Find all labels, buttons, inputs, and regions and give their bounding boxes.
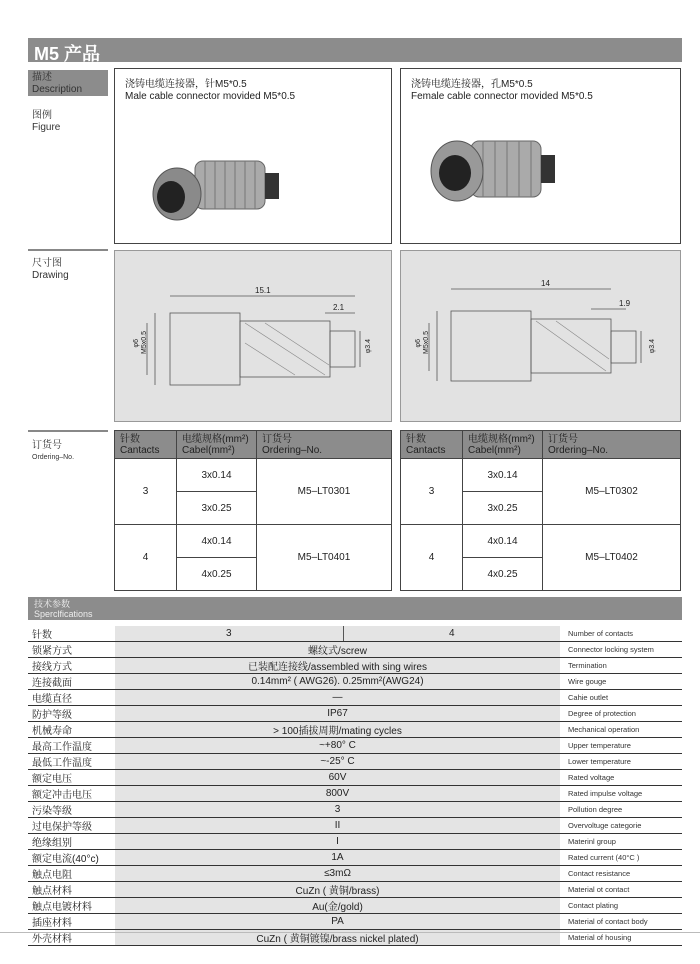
table-row <box>115 525 392 558</box>
col-cable-cn: 电缆规格(mm²) <box>182 433 249 445</box>
description-label <box>28 70 108 96</box>
col-contacts <box>115 431 177 459</box>
spec-name-cn: 最高工作温度 <box>28 738 115 754</box>
spec-value: 已装配连接线/assembled with sing wires <box>115 658 560 674</box>
spec-row <box>28 674 682 690</box>
spec-name-en: Connector locking system <box>560 642 682 658</box>
divider <box>28 249 108 251</box>
spec-name-cn: 最低工作温度 <box>28 754 115 770</box>
part-number-cell: M5–LT0302 <box>543 459 681 525</box>
table-row <box>401 459 681 492</box>
col-order <box>257 431 392 459</box>
spec-name-cn: 锁紧方式 <box>28 642 115 658</box>
female-connector-photo <box>421 129 571 229</box>
spec-name-cn: 针数 <box>28 626 115 642</box>
spec-row <box>28 722 682 738</box>
spec-name-en: Material ot contact <box>560 882 682 898</box>
dim-length: 14 <box>541 279 550 288</box>
spec-row <box>28 914 682 930</box>
spec-name-cn: 防护等级 <box>28 706 115 722</box>
spec-name-cn: 连接截面 <box>28 674 115 690</box>
ordering-label-cn: 订货号 <box>32 440 62 451</box>
part-number-cell: M5–LT0401 <box>257 525 392 591</box>
figure-label <box>28 110 108 134</box>
contacts-cell: 4 <box>401 525 463 591</box>
spec-name-cn: 额定电流(40°c) <box>28 850 115 866</box>
spec-row <box>28 802 682 818</box>
col-order <box>543 431 681 459</box>
dim-diameter: φ6 <box>415 339 422 348</box>
male-connector-photo <box>135 139 285 239</box>
spec-name-en: Rated current (40°C ) <box>560 850 682 866</box>
spec-row <box>28 690 682 706</box>
spec-name-en: Lower temperature <box>560 754 682 770</box>
spec-header-cn: 技术参数 <box>34 599 71 609</box>
spec-value: PA <box>115 914 560 930</box>
spec-row <box>28 770 682 786</box>
spec-row <box>28 754 682 770</box>
dim-thread: M5x0.5 <box>141 331 148 354</box>
page-bottom-line <box>0 932 700 933</box>
spec-value: 螺纹式/screw <box>115 642 560 658</box>
spec-value: CuZn ( 黄铜/brass) <box>115 882 560 898</box>
description-label-cn: 描述 <box>32 72 52 83</box>
cable-cell: 4x0.25 <box>177 558 257 591</box>
page-title: M5 产品 <box>28 38 682 62</box>
product-desc-cn: 浇铸电缆连接器，孔M5*0.5 <box>411 79 533 90</box>
spec-name-cn: 触点电阻 <box>28 866 115 882</box>
spec-value: Au(金/gold) <box>115 898 560 914</box>
spec-name-cn: 额定冲击电压 <box>28 786 115 802</box>
spec-name-cn: 电缆直径 <box>28 690 115 706</box>
dim-cable: φ3.4 <box>365 339 372 354</box>
table-row <box>115 459 392 492</box>
spec-name-cn: 外壳材料 <box>28 930 115 946</box>
col-cable-cn: 电缆规格(mm²) <box>468 433 535 445</box>
spec-row <box>28 642 682 658</box>
spec-value: I <box>115 834 560 850</box>
description-label-en: Description <box>32 84 83 95</box>
spec-row <box>28 850 682 866</box>
drawing-female <box>400 250 681 422</box>
spec-header-en: Sperclfications <box>34 609 93 619</box>
contacts-cell: 3 <box>401 459 463 525</box>
female-dimension-drawing <box>401 251 682 423</box>
col-cable-en: Cabel(mm²) <box>182 444 235 456</box>
col-order-en: Ordering–No. <box>262 444 323 456</box>
figure-label-cn: 图例 <box>32 110 52 121</box>
spec-row <box>28 706 682 722</box>
product-figure-female <box>400 68 681 244</box>
ordering-table-male <box>114 430 392 591</box>
dim-tail: 1.9 <box>619 299 631 308</box>
product-figure-male <box>114 68 392 244</box>
spec-value: CuZn ( 黄铜镀镍/brass nickel plated) <box>115 930 560 946</box>
contacts-cell: 4 <box>115 525 177 591</box>
spec-name-en: Wire gouge <box>560 674 682 690</box>
spec-row <box>28 786 682 802</box>
spec-row <box>28 882 682 898</box>
specifications-table <box>28 626 682 946</box>
spec-name-en: Material of housing <box>560 930 682 946</box>
male-dimension-drawing <box>115 251 393 423</box>
spec-name-en: Contact plating <box>560 898 682 914</box>
spec-name-cn: 接线方式 <box>28 658 115 674</box>
spec-value: II <box>115 818 560 834</box>
ordering-table-female <box>400 430 681 591</box>
spec-value: 3 <box>115 802 560 818</box>
spec-name-cn: 绝缘组别 <box>28 834 115 850</box>
spec-name-cn: 过电保护等级 <box>28 818 115 834</box>
spec-name-en: Cahie outlet <box>560 690 682 706</box>
spec-value: 60V <box>115 770 560 786</box>
drawing-label <box>28 258 108 282</box>
spec-name-cn: 触点材料 <box>28 882 115 898</box>
divider <box>28 430 108 432</box>
spec-value: ~-25° C <box>115 754 560 770</box>
spec-value: IP67 <box>115 706 560 722</box>
spec-name-en: Number of contacts <box>560 626 682 642</box>
cable-cell: 3x0.25 <box>463 492 543 525</box>
contacts-cell: 3 <box>115 459 177 525</box>
spec-name-en: Termination <box>560 658 682 674</box>
spec-row <box>28 738 682 754</box>
spec-value: — <box>115 690 560 706</box>
spec-row <box>28 626 682 642</box>
col-contacts-en: Cantacts <box>406 444 446 456</box>
spec-value: 4 <box>343 626 560 642</box>
dim-diameter: φ6 <box>133 339 140 348</box>
spec-name-en: Pollution degree <box>560 802 682 818</box>
col-cable <box>177 431 257 459</box>
col-contacts-cn: 针数 <box>406 433 426 445</box>
figure-label-en: Figure <box>32 122 61 133</box>
spec-name-en: Upper temperature <box>560 738 682 754</box>
spec-name-en: Contact resistance <box>560 866 682 882</box>
spec-value: 0.14mm² ( AWG26). 0.25mm²(AWG24) <box>115 674 560 690</box>
spec-name-en: Material of contact body <box>560 914 682 930</box>
dim-cable: φ3.4 <box>649 339 656 354</box>
spec-value: ≤3mΩ <box>115 866 560 882</box>
product-desc-en: Female cable connector movided M5*0.5 <box>411 91 593 102</box>
part-number-cell: M5–LT0301 <box>257 459 392 525</box>
spec-row <box>28 898 682 914</box>
drawing-label-cn: 尺寸图 <box>32 258 62 269</box>
spec-name-cn: 污染等级 <box>28 802 115 818</box>
spec-row <box>28 866 682 882</box>
spec-row <box>28 658 682 674</box>
cable-cell: 4x0.14 <box>177 525 257 558</box>
col-contacts <box>401 431 463 459</box>
cable-cell: 3x0.14 <box>463 459 543 492</box>
spec-value: ~+80° C <box>115 738 560 754</box>
dim-length: 15.1 <box>255 286 271 295</box>
part-number-cell: M5–LT0402 <box>543 525 681 591</box>
dim-thread: M5x0.5 <box>423 331 430 354</box>
spec-name-cn: 额定电压 <box>28 770 115 786</box>
spec-value: 800V <box>115 786 560 802</box>
spec-value: 3 <box>115 626 343 642</box>
spec-value: > 100插拔周期/mating cycles <box>115 722 560 738</box>
spec-name-en: Degree of protection <box>560 706 682 722</box>
spec-name-en: Mechanical operation <box>560 722 682 738</box>
spec-name-en: Rated voltage <box>560 770 682 786</box>
ordering-label-en: Ordering–No. <box>32 454 75 461</box>
drawing-label-en: Drawing <box>32 270 69 281</box>
spec-name-en: Materinl group <box>560 834 682 850</box>
col-cable-en: Cabel(mm²) <box>468 444 521 456</box>
col-contacts-en: Cantacts <box>120 444 160 456</box>
drawing-male <box>114 250 392 422</box>
spec-value: 1A <box>115 850 560 866</box>
table-row <box>401 525 681 558</box>
spec-name-cn: 机械寿命 <box>28 722 115 738</box>
specifications-header <box>28 597 682 620</box>
spec-name-cn: 触点电镀材料 <box>28 898 115 914</box>
col-order-en: Ordering–No. <box>548 444 609 456</box>
cable-cell: 3x0.14 <box>177 459 257 492</box>
spec-name-en: Rated impulse voltage <box>560 786 682 802</box>
col-order-cn: 订货号 <box>262 433 292 445</box>
cable-cell: 4x0.25 <box>463 558 543 591</box>
ordering-label <box>28 440 108 464</box>
cable-cell: 4x0.14 <box>463 525 543 558</box>
col-order-cn: 订货号 <box>548 433 578 445</box>
col-contacts-cn: 针数 <box>120 433 140 445</box>
spec-name-en: Overvoltuge categorie <box>560 818 682 834</box>
dim-tail: 2.1 <box>333 303 345 312</box>
spec-row <box>28 834 682 850</box>
spec-name-cn: 插座材料 <box>28 914 115 930</box>
product-desc-cn: 浇铸电缆连接器，针M5*0.5 <box>125 79 247 90</box>
cable-cell: 3x0.25 <box>177 492 257 525</box>
col-cable <box>463 431 543 459</box>
spec-row <box>28 818 682 834</box>
product-desc-en: Male cable connector movided M5*0.5 <box>125 91 296 102</box>
